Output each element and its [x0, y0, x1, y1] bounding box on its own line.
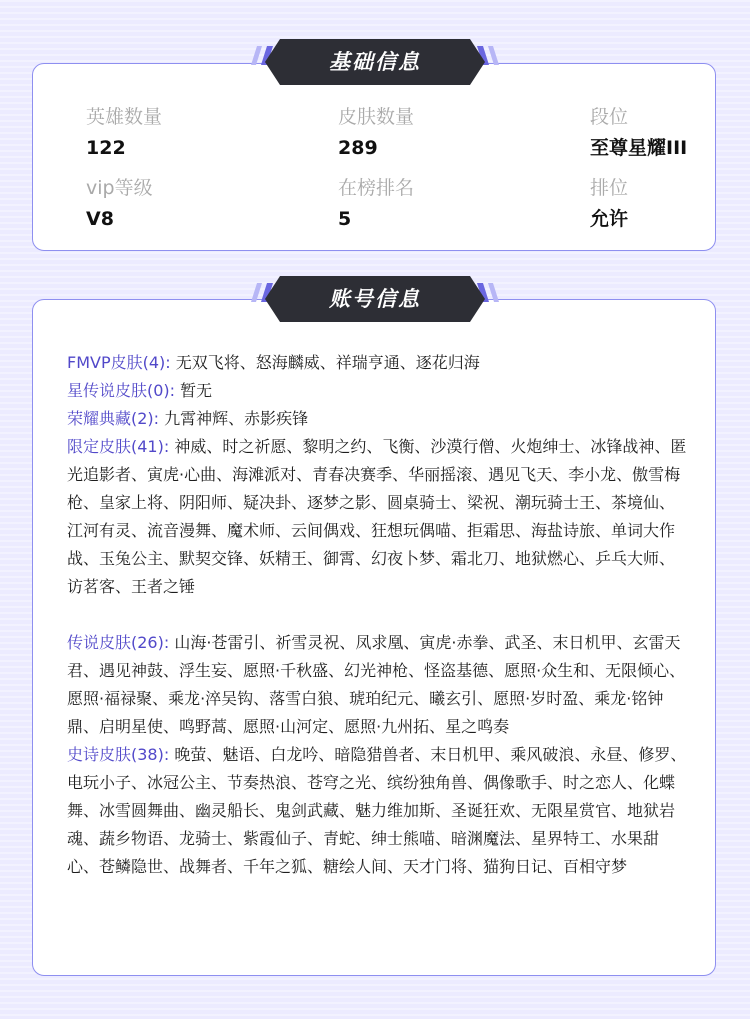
stat-label: 段位	[590, 106, 629, 128]
category-label: 星传说皮肤(0):	[67, 381, 176, 400]
stat-skin-count	[338, 104, 414, 161]
skin-category-star-legend	[67, 377, 687, 405]
category-label: 史诗皮肤(38):	[67, 745, 170, 764]
basic-info-title: 基础信息	[329, 50, 421, 74]
category-items: 晚萤、魅语、白龙吟、暗隐猎兽者、末日机甲、乘风破浪、永昼、修罗、电玩小子、冰冠公主、节奏热浪、苍穹之光、缤纷独角兽、偶像歌手、时之恋人、化蝶舞、冰雪圆舞曲、幽灵船长、鬼剑武藏、魅力维加斯、圣诞狂欢、无限星赏官、地狱岩魂、蔬乡物语、龙骑士、紫霞仙子、青蛇、绅士熊喵、暗渊魔法、星界特工、水果甜心、苍鳞隐世、战舞者、千年之狐、糖绘人间、天才门将、猫狗日记、百相守梦	[67, 745, 687, 876]
category-label: 荣耀典藏(2):	[67, 409, 160, 428]
stat-hero-count	[86, 104, 162, 161]
stat-vip-level	[86, 175, 153, 232]
stat-value: 允许	[590, 208, 629, 230]
category-items: 无双飞将、怒海麟威、祥瑞亨通、逐花归海	[175, 353, 480, 372]
skin-category-glory-collection	[67, 405, 687, 433]
skin-category-limited	[67, 433, 687, 601]
stat-value: 122	[86, 137, 126, 159]
stat-leaderboard-rank	[338, 175, 414, 232]
stat-label: vip等级	[86, 177, 153, 199]
stat-label: 在榜排名	[338, 177, 415, 199]
stat-ranked-allowed	[590, 175, 628, 232]
stat-value: 289	[338, 137, 378, 159]
category-items: 暂无	[180, 381, 213, 400]
basic-info-banner	[247, 39, 503, 85]
account-info-title: 账号信息	[329, 287, 421, 311]
stat-value: V8	[86, 208, 114, 230]
stat-value: 5	[338, 208, 352, 230]
category-items: 山海·苍雷引、祈雪灵祝、凤求凰、寅虎·赤拳、武圣、末日机甲、玄雷天君、遇见神鼓、浮生妄、愿照·千秋盛、幻光神枪、怪盗基德、愿照·众生和、无限倾心、愿照·福禄聚、乘龙·淬吴钩、落雪白狼、琥珀纪元、曦玄引、愿照·岁时盈、乘龙·铭钟鼎、启明星使、鸣野蒿、愿照·山河定、愿照·九州拓、星之鸣奏	[67, 633, 686, 736]
spacer	[67, 601, 687, 629]
stat-label: 英雄数量	[86, 106, 163, 128]
category-label: FMVP皮肤(4):	[67, 353, 171, 372]
stat-label: 排位	[590, 177, 629, 199]
skin-category-fmvp	[67, 349, 687, 377]
category-items: 神威、时之祈愿、黎明之约、飞衡、沙漠行僧、火炮绅士、冰锋战神、匿光追影者、寅虎·心曲、海滩派对、青春决赛季、华丽摇滚、遇见飞天、李小龙、傲雪梅枪、皇家上将、阴阳师、疑决卦、逐梦之影、圆桌骑士、梁祝、潮玩骑士王、茶境仙、江河有灵、流音漫舞、魔术师、云间偶戏、狂想玩偶喵、拒霜思、海盐诗旅、单词大作战、玉兔公主、默契交锋、妖精王、御霄、幻夜卜梦、霜北刀、地狱燃心、乒乓大师、访茗客、王者之锤	[67, 437, 687, 596]
skin-list	[67, 349, 687, 881]
category-label: 限定皮肤(41):	[67, 437, 170, 456]
account-info-banner	[247, 276, 503, 322]
stat-rank-tier	[590, 104, 687, 161]
skin-category-epic	[67, 741, 687, 881]
stat-label: 皮肤数量	[338, 106, 415, 128]
stat-value: 至尊星耀III	[590, 137, 688, 159]
category-items: 九霄神辉、赤影疾锋	[164, 409, 309, 428]
category-label: 传说皮肤(26):	[67, 633, 170, 652]
skin-category-legend	[67, 629, 687, 741]
